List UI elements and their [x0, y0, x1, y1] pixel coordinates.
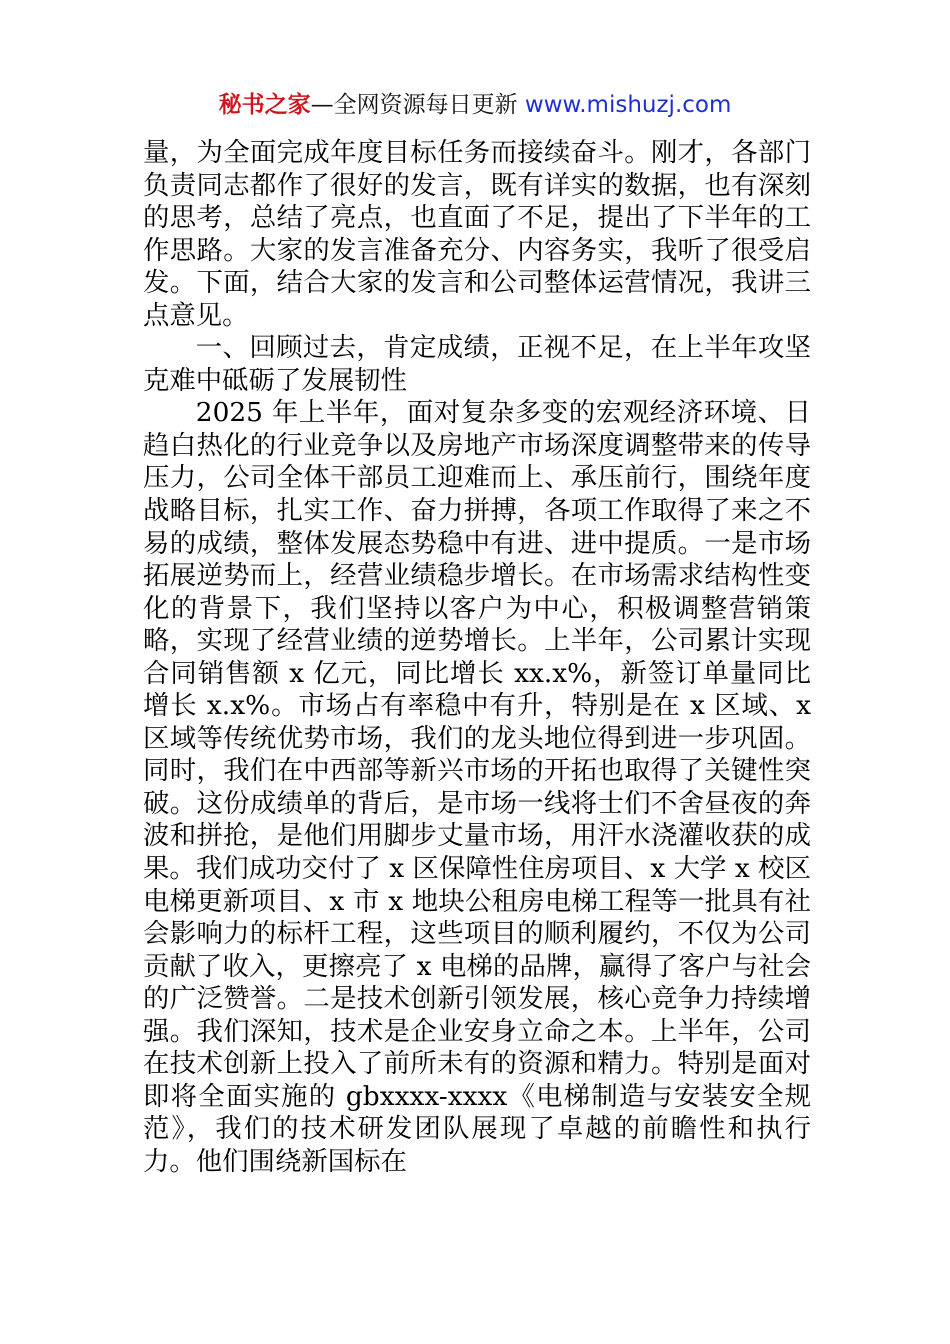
- brand-name: 秘书之家: [218, 92, 311, 118]
- site-url-link[interactable]: www.mishuzj.com: [524, 92, 732, 118]
- paragraph-review: 2025 年上半年，面对复杂多变的宏观经济环境、日趋白热化的行业竞争以及房地产市场深度调整带来的传导压力，公司全体干部员工迎难而上、承压前行，围绕年度战略目标，扎实工作、奋力拼搏，各项工作取得了来之不易的成绩，整体发展态势稳中有进、进中提质。一是市场拓展逆势而上，经营业绩稳步增长。在市场需求结构性变化的背景下，我们坚持以客户为中心，积极调整营销策略，实现了经营业绩的逆势增长。上半年，公司累计实现合同销售额 x 亿元，同比增长 xx.x%，新签订单量同比增长 x.x%。市场占有率稳中有升，特别是在 x 区域、x 区域等传统优势市场，我们的龙头地位得到进一步巩固。同时，我们在中西部等新兴市场的开拓也取得了关键性突破。这份成绩单的背后，是市场一线将士们不舍昼夜的奔波和拼抢，是他们用脚步丈量市场，用汗水浇灌收获的成果。我们成功交付了 x 区保障性住房项目、x 大学 x 校区电梯更新项目、x 市 x 地块公租房电梯工程等一批具有社会影响力的标杆工程，这些项目的顺利履约，不仅为公司贡献了收入，更擦亮了 x 电梯的品牌，赢得了客户与社会的广泛赞誉。二是技术创新引领发展，核心竞争力持续增强。我们深知，技术是企业安身立命之本。上半年，公司在技术创新上投入了前所未有的资源和精力。特别是面对即将全面实施的 gbxxxx-xxxx《电梯制造与安装安全规范》，我们的技术研发团队展现了卓越的前瞻性和执行力。他们围绕新国标在: [143, 397, 811, 1177]
- section-heading-1: 一、回顾过去，肯定成绩，正视不足，在上半年攻坚克难中砥砺了发展韧性: [143, 332, 811, 396]
- header-tagline: —全网资源每日更新: [310, 92, 525, 118]
- site-header: [0, 88, 950, 122]
- paragraph-continuation: 量，为全面完成年度目标任务而接续奋斗。刚才，各部门负责同志都作了很好的发言，既有详实的数据，也有深刻的思考，总结了亮点，也直面了不足，提出了下半年的工作思路。大家的发言准备充分、内容务实，我听了很受启发。下面，结合大家的发言和公司整体运营情况，我讲三点意见。: [143, 137, 811, 331]
- document-body: [143, 137, 811, 1179]
